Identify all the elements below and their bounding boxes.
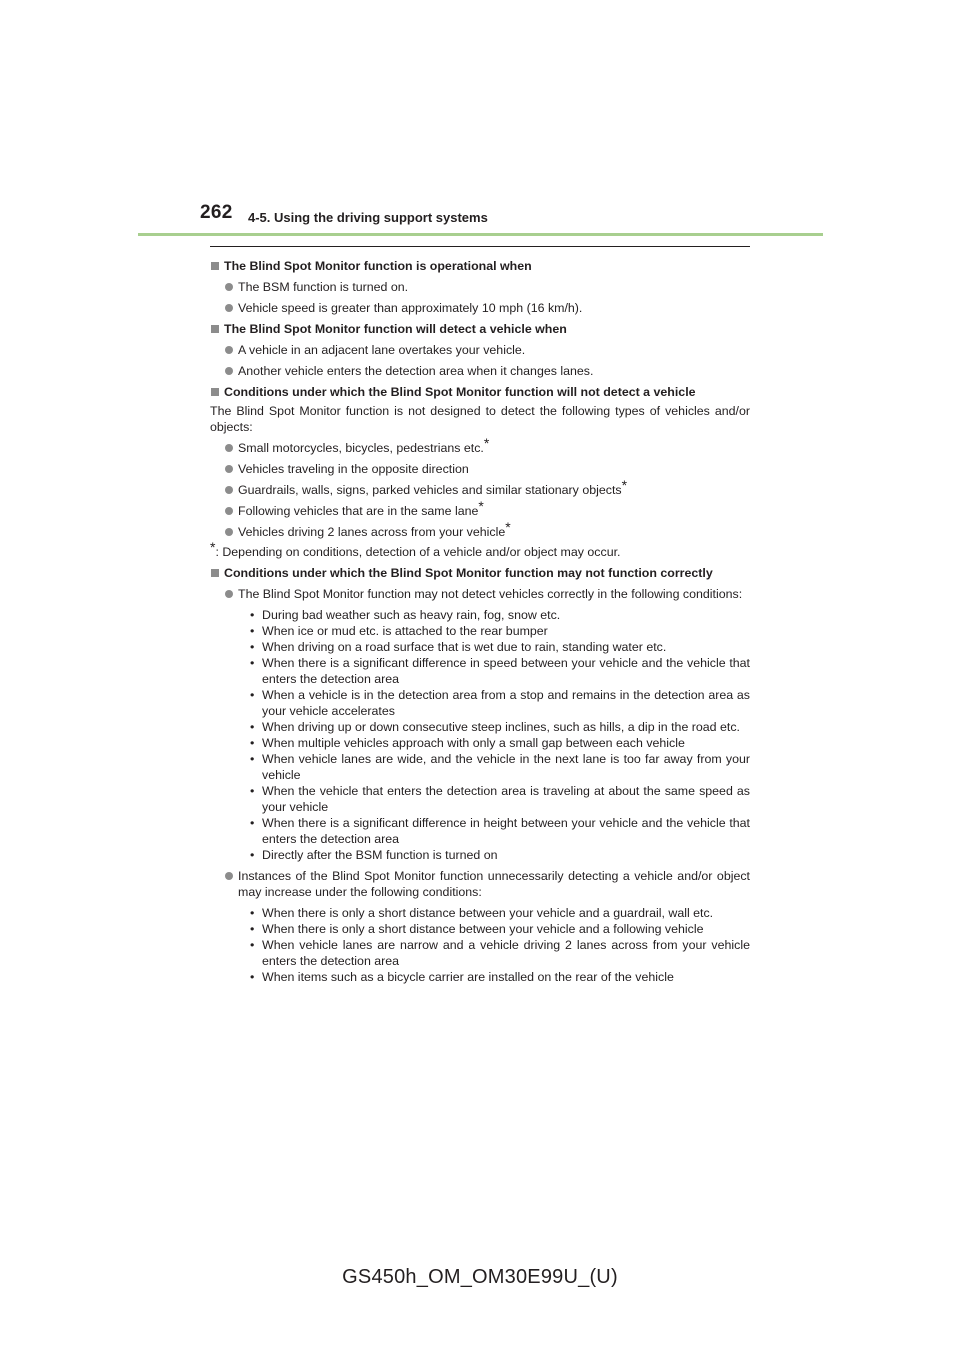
list-item: [210, 300, 750, 316]
dot-bullet-icon: •: [250, 736, 255, 750]
dot-bullet-icon: •: [250, 848, 255, 862]
sub-list-item: [250, 905, 750, 921]
circle-bullet-icon: [225, 465, 233, 473]
page-content: [210, 258, 750, 985]
sub-list-item: [250, 751, 750, 783]
content-rule: [210, 246, 750, 247]
list-item-text: Following vehicles that are in the same lane: [238, 504, 479, 518]
sub-list-item-text: When multiple vehicles approach with only a small gap between each vehicle: [262, 736, 685, 750]
circle-bullet-icon: [225, 507, 233, 515]
circle-bullet-icon: [225, 528, 233, 536]
sub-list-item: [250, 783, 750, 815]
heading-text: Conditions under which the Blind Spot Monitor function may not function correctly: [224, 566, 713, 580]
sub-list-item-text: When vehicle lanes are wide, and the vehicle in the next lane is too far away from your vehicle: [262, 752, 750, 782]
sub-list-item-text: When ice or mud etc. is attached to the rear bumper: [262, 624, 548, 638]
sub-list-item: [250, 639, 750, 655]
dot-bullet-icon: •: [250, 970, 255, 984]
dot-bullet-icon: •: [250, 752, 255, 766]
footnote-text: : Depending on conditions, detection of a vehicle and/or object may occur.: [215, 545, 621, 559]
circle-bullet-icon: [225, 590, 233, 598]
dot-bullet-icon: •: [250, 784, 255, 798]
dot-bullet-icon: •: [250, 624, 255, 638]
list-item-text: Another vehicle enters the detection area when it changes lanes.: [238, 364, 594, 378]
circle-bullet-icon: [225, 346, 233, 354]
section-heading: [210, 384, 750, 400]
header-rule: [138, 233, 823, 236]
list-item-text: The BSM function is turned on.: [238, 280, 409, 294]
list-item-text: Guardrails, walls, signs, parked vehicles and similar stationary objects: [238, 483, 622, 497]
sub-list-item-text: Directly after the BSM function is turned on: [262, 848, 498, 862]
sub-list-item-text: When a vehicle is in the detection area from a stop and remains in the detection area as your vehicle accelerates: [262, 688, 750, 718]
list-item: [210, 342, 750, 358]
list-item: [210, 519, 750, 540]
sub-list-item-text: When there is only a short distance between your vehicle and a guardrail, wall etc.: [262, 906, 714, 920]
sub-list-item-text: When there is a significant difference in height between your vehicle and the vehicle that enters the detection area: [262, 816, 750, 846]
footnote-marker: *: [210, 539, 216, 555]
square-bullet-icon: [211, 569, 219, 577]
heading-text: The Blind Spot Monitor function is operational when: [224, 259, 532, 273]
list-item: [210, 279, 750, 295]
dot-bullet-icon: •: [250, 688, 255, 702]
sub-list-item: [250, 937, 750, 969]
section-heading: [210, 565, 750, 581]
document-code: GS450h_OM_OM30E99U_(U): [342, 1266, 618, 1288]
dot-bullet-icon: •: [250, 656, 255, 670]
sub-list-item: [250, 815, 750, 847]
dot-bullet-icon: •: [250, 922, 255, 936]
sub-list-item: [250, 921, 750, 937]
section-heading: [210, 258, 750, 274]
heading-text: The Blind Spot Monitor function will detect a vehicle when: [224, 322, 567, 336]
sub-list-item-text: When there is a significant difference in speed between your vehicle and the vehicle that enters the detection area: [262, 656, 750, 686]
list-item: [210, 498, 750, 519]
sub-list-item: [250, 623, 750, 639]
circle-bullet-icon: [225, 486, 233, 494]
list-item-text: Vehicles driving 2 lanes across from your vehicle: [238, 525, 506, 539]
sub-list-item: [250, 607, 750, 623]
list-item-text: Vehicles traveling in the opposite direction: [238, 462, 469, 476]
footnote-marker: *: [478, 498, 484, 514]
sub-list-item-text: During bad weather such as heavy rain, fog, snow etc.: [262, 608, 561, 622]
intro-paragraph: The Blind Spot Monitor function is not designed to detect the following types of vehicles and/or objects:: [210, 404, 750, 434]
footnote: [210, 539, 750, 560]
sub-list: [210, 607, 750, 863]
footnote-marker: *: [505, 519, 511, 535]
circle-bullet-icon: [225, 872, 233, 880]
circle-bullet-icon: [225, 304, 233, 312]
dot-bullet-icon: •: [250, 906, 255, 920]
list-item: [210, 586, 750, 602]
list-item: [210, 461, 750, 477]
sub-list-item: [250, 687, 750, 719]
list-item: [210, 868, 750, 900]
sub-list-item: [250, 847, 750, 863]
dot-bullet-icon: •: [250, 608, 255, 622]
dot-bullet-icon: •: [250, 938, 255, 952]
sub-list-item: [250, 719, 750, 735]
list-item: [210, 435, 750, 456]
list-item-text: The Blind Spot Monitor function may not detect vehicles correctly in the following conditions:: [238, 587, 743, 601]
footnote-marker: *: [483, 435, 490, 451]
sub-list: [210, 905, 750, 985]
sub-list-item: [250, 655, 750, 687]
circle-bullet-icon: [225, 444, 233, 452]
sub-list-item: [250, 969, 750, 985]
sub-list-item-text: When the vehicle that enters the detection area is traveling at about the same speed as your vehicle: [262, 784, 750, 814]
list-item: [210, 363, 750, 379]
sub-list-item-text: When driving up or down consecutive steep inclines, such as hills, a dip in the road etc.: [262, 720, 740, 734]
dot-bullet-icon: •: [250, 816, 255, 830]
heading-text: Conditions under which the Blind Spot Monitor function will not detect a vehicle: [224, 385, 696, 399]
section-heading: [210, 321, 750, 337]
dot-bullet-icon: •: [250, 720, 255, 734]
sub-list-item: [250, 735, 750, 751]
sub-list-item-text: When vehicle lanes are narrow and a vehicle driving 2 lanes across from your vehicle enters the detection area: [262, 938, 750, 968]
dot-bullet-icon: •: [250, 640, 255, 654]
footnote-marker: *: [621, 477, 628, 493]
square-bullet-icon: [211, 325, 219, 333]
circle-bullet-icon: [225, 283, 233, 291]
sub-list-item-text: When driving on a road surface that is wet due to rain, standing water etc.: [262, 640, 667, 654]
sub-list-item-text: When there is only a short distance between your vehicle and a following vehicle: [262, 922, 704, 936]
list-item-text: Small motorcycles, bicycles, pedestrians etc.: [238, 441, 484, 455]
page-number: 262: [200, 202, 233, 223]
list-item-text: Vehicle speed is greater than approximately 10 mph (16 km/h).: [238, 301, 583, 315]
square-bullet-icon: [211, 388, 219, 396]
square-bullet-icon: [211, 262, 219, 270]
list-item-text: Instances of the Blind Spot Monitor function unnecessarily detecting a vehicle and/or object may increase under the following conditions:: [238, 869, 750, 899]
list-item-text: A vehicle in an adjacent lane overtakes your vehicle.: [238, 343, 526, 357]
section-title: 4-5. Using the driving support systems: [248, 210, 488, 225]
list-item: [210, 477, 750, 498]
sub-list-item-text: When items such as a bicycle carrier are installed on the rear of the vehicle: [262, 970, 674, 984]
circle-bullet-icon: [225, 367, 233, 375]
